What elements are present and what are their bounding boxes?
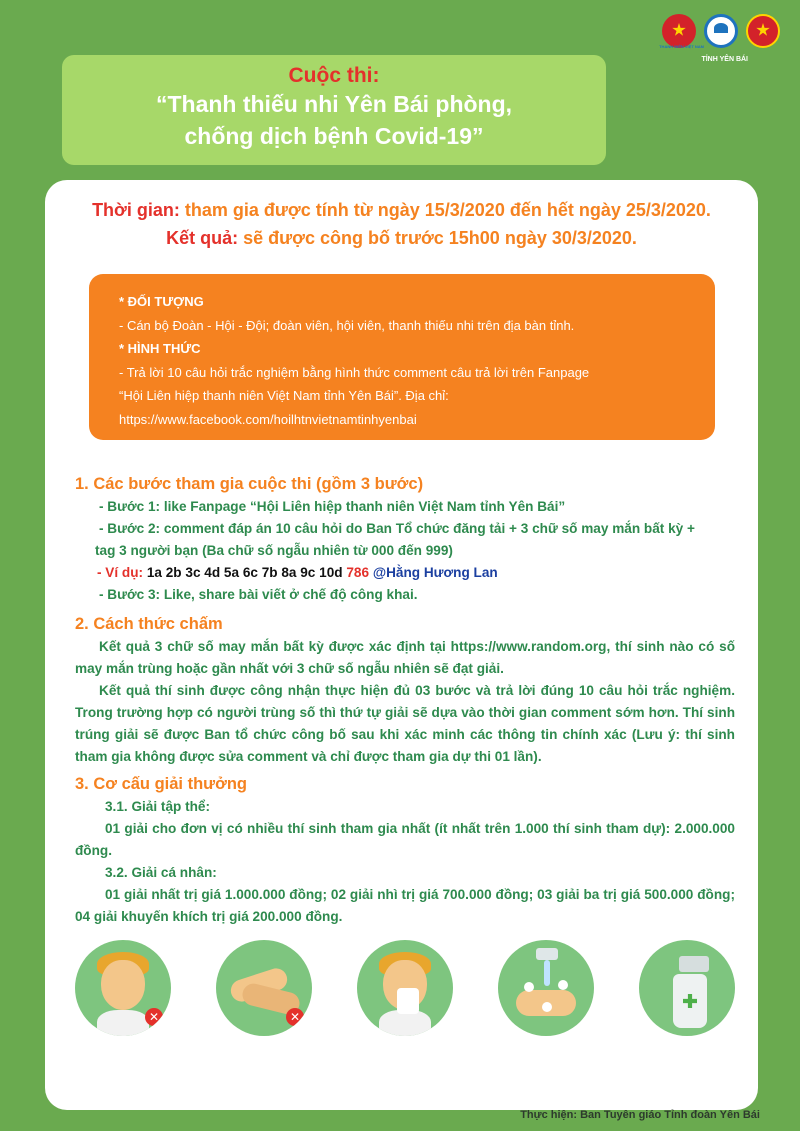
cover-sneeze-icon bbox=[357, 940, 453, 1036]
scoring-para-1: Kết quả 3 chữ số may mắn bất kỳ được xác định tại https://www.random.org, thí sinh nào có số may mắn trùng hoặc gần nhất với 3 chữ số ngẫu nhiên sẽ đạt giải. bbox=[75, 639, 735, 676]
youth-union-logo bbox=[662, 14, 696, 48]
no-face-touch-icon: ✕ bbox=[75, 940, 171, 1036]
step-2-line-1: - Bước 2: comment đáp án 10 câu hỏi do Ban Tổ chức đăng tải + 3 chữ số may mắn bất kỳ + bbox=[99, 521, 695, 536]
individual-heading: 3.2. Giải cá nhân: bbox=[105, 865, 217, 880]
format-line-1: - Trả lời 10 câu hỏi trắc nghiệm bằng hình thức comment câu trả lời trên Fanpage bbox=[119, 364, 590, 380]
collective-text: 01 giải cho đơn vị có nhiều thí sinh tham gia nhất (ít nhất trên 1.000 thí sinh tham dự): 2.000.000 đồng. bbox=[75, 821, 735, 858]
example-number: 786 bbox=[346, 565, 370, 580]
result-value: sẽ được công bố trước 15h00 ngày 30/3/2020. bbox=[243, 228, 637, 248]
time-label: Thời gian: bbox=[92, 200, 180, 220]
time-value: tham gia được tính từ ngày 15/3/2020 đến hết ngày 25/3/2020. bbox=[184, 200, 711, 220]
title-label: Cuộc thi: bbox=[288, 64, 380, 87]
content-card bbox=[45, 180, 758, 1110]
format-heading: * HÌNH THỨC bbox=[119, 341, 201, 356]
prizes-heading: 3. Cơ cấu giải thưởng bbox=[75, 775, 248, 793]
step-1: - Bước 1: like Fanpage “Hội Liên hiệp thanh niên Việt Nam tỉnh Yên Bái” bbox=[99, 499, 566, 514]
logo-mini-text: THANH NIÊN VIỆT NAM bbox=[659, 44, 704, 49]
section-steps bbox=[75, 472, 735, 606]
info-box bbox=[89, 274, 715, 440]
footer-credit: Thực hiện: Ban Tuyên giáo Tỉnh đoàn Yên Bái bbox=[520, 1109, 760, 1121]
prevention-icons bbox=[75, 940, 735, 1036]
sanitizer-icon bbox=[639, 940, 735, 1036]
logo-caption: TỈNH YÊN BÁI bbox=[701, 56, 748, 63]
step-3: - Bước 3: Like, share bài viết ở chế độ công khai. bbox=[99, 587, 418, 602]
example-answers: 1a 2b 3c 4d 5a 6c 7b 8a 9c 10d bbox=[146, 565, 343, 580]
pioneer-logo bbox=[746, 14, 780, 48]
steps-heading: 1. Các bước tham gia cuộc thi (gồm 3 bước) bbox=[75, 475, 424, 493]
title-line-1: “Thanh thiếu nhi Yên Bái phòng, bbox=[155, 91, 513, 117]
scoring-para-2: Kết quả thí sinh được công nhận thực hiện đủ 03 bước và trả lời đúng 10 câu hỏi trắc nghiệm. Trong trường hợp có người trùng số thì thứ tự giải sẽ dựa vào thời gian comment sớm hơn. Thí sinh trúng giải sẽ được Ban tổ chức công bố sau khi xác minh các thông tin chính xác (Lưu ý: thí sinh tham gia không được sửa comment và chỉ được tham gia dự thi 01 lần). bbox=[75, 683, 735, 764]
collective-heading: 3.1. Giải tập thể: bbox=[105, 799, 210, 814]
section-scoring bbox=[75, 612, 735, 768]
hand-washing-icon bbox=[498, 940, 594, 1036]
no-handshake-icon: ✕ bbox=[216, 940, 312, 1036]
title-line-2: chống dịch bệnh Covid-19” bbox=[184, 123, 484, 149]
example-line bbox=[75, 562, 735, 584]
section-prizes bbox=[75, 772, 735, 928]
example-label: - Ví dụ: bbox=[97, 565, 144, 580]
audience-text: - Cán bộ Đoàn - Hội - Đội; đoàn viên, hội viên, thanh thiếu nhi trên địa bàn tỉnh. bbox=[119, 317, 575, 333]
result-label: Kết quả: bbox=[166, 228, 239, 248]
youth-federation-logo bbox=[704, 14, 738, 48]
logo-group bbox=[662, 14, 780, 48]
example-tag: @Hằng Hương Lan bbox=[372, 565, 498, 580]
audience-heading: * ĐỐI TƯỢNG bbox=[119, 294, 204, 309]
title-banner bbox=[62, 55, 606, 165]
format-line-3: https://www.facebook.com/hoilhtnvietnamtinhyenbai bbox=[119, 411, 417, 427]
scoring-heading: 2. Cách thức chấm bbox=[75, 615, 223, 633]
format-line-2: “Hội Liên hiệp thanh niên Việt Nam tỉnh Yên Bái”. Địa chỉ: bbox=[119, 388, 449, 403]
time-block bbox=[45, 196, 758, 252]
step-2-line-2: tag 3 người bạn (Ba chữ số ngẫu nhiên từ 000 đến 999) bbox=[95, 543, 453, 558]
individual-text: 01 giải nhất trị giá 1.000.000 đồng; 02 giải nhì trị giá 700.000 đồng; 03 giải ba trị giá 500.000 đồng; 04 giải khuyến khích trị giá 200.000 đồng. bbox=[75, 887, 735, 924]
